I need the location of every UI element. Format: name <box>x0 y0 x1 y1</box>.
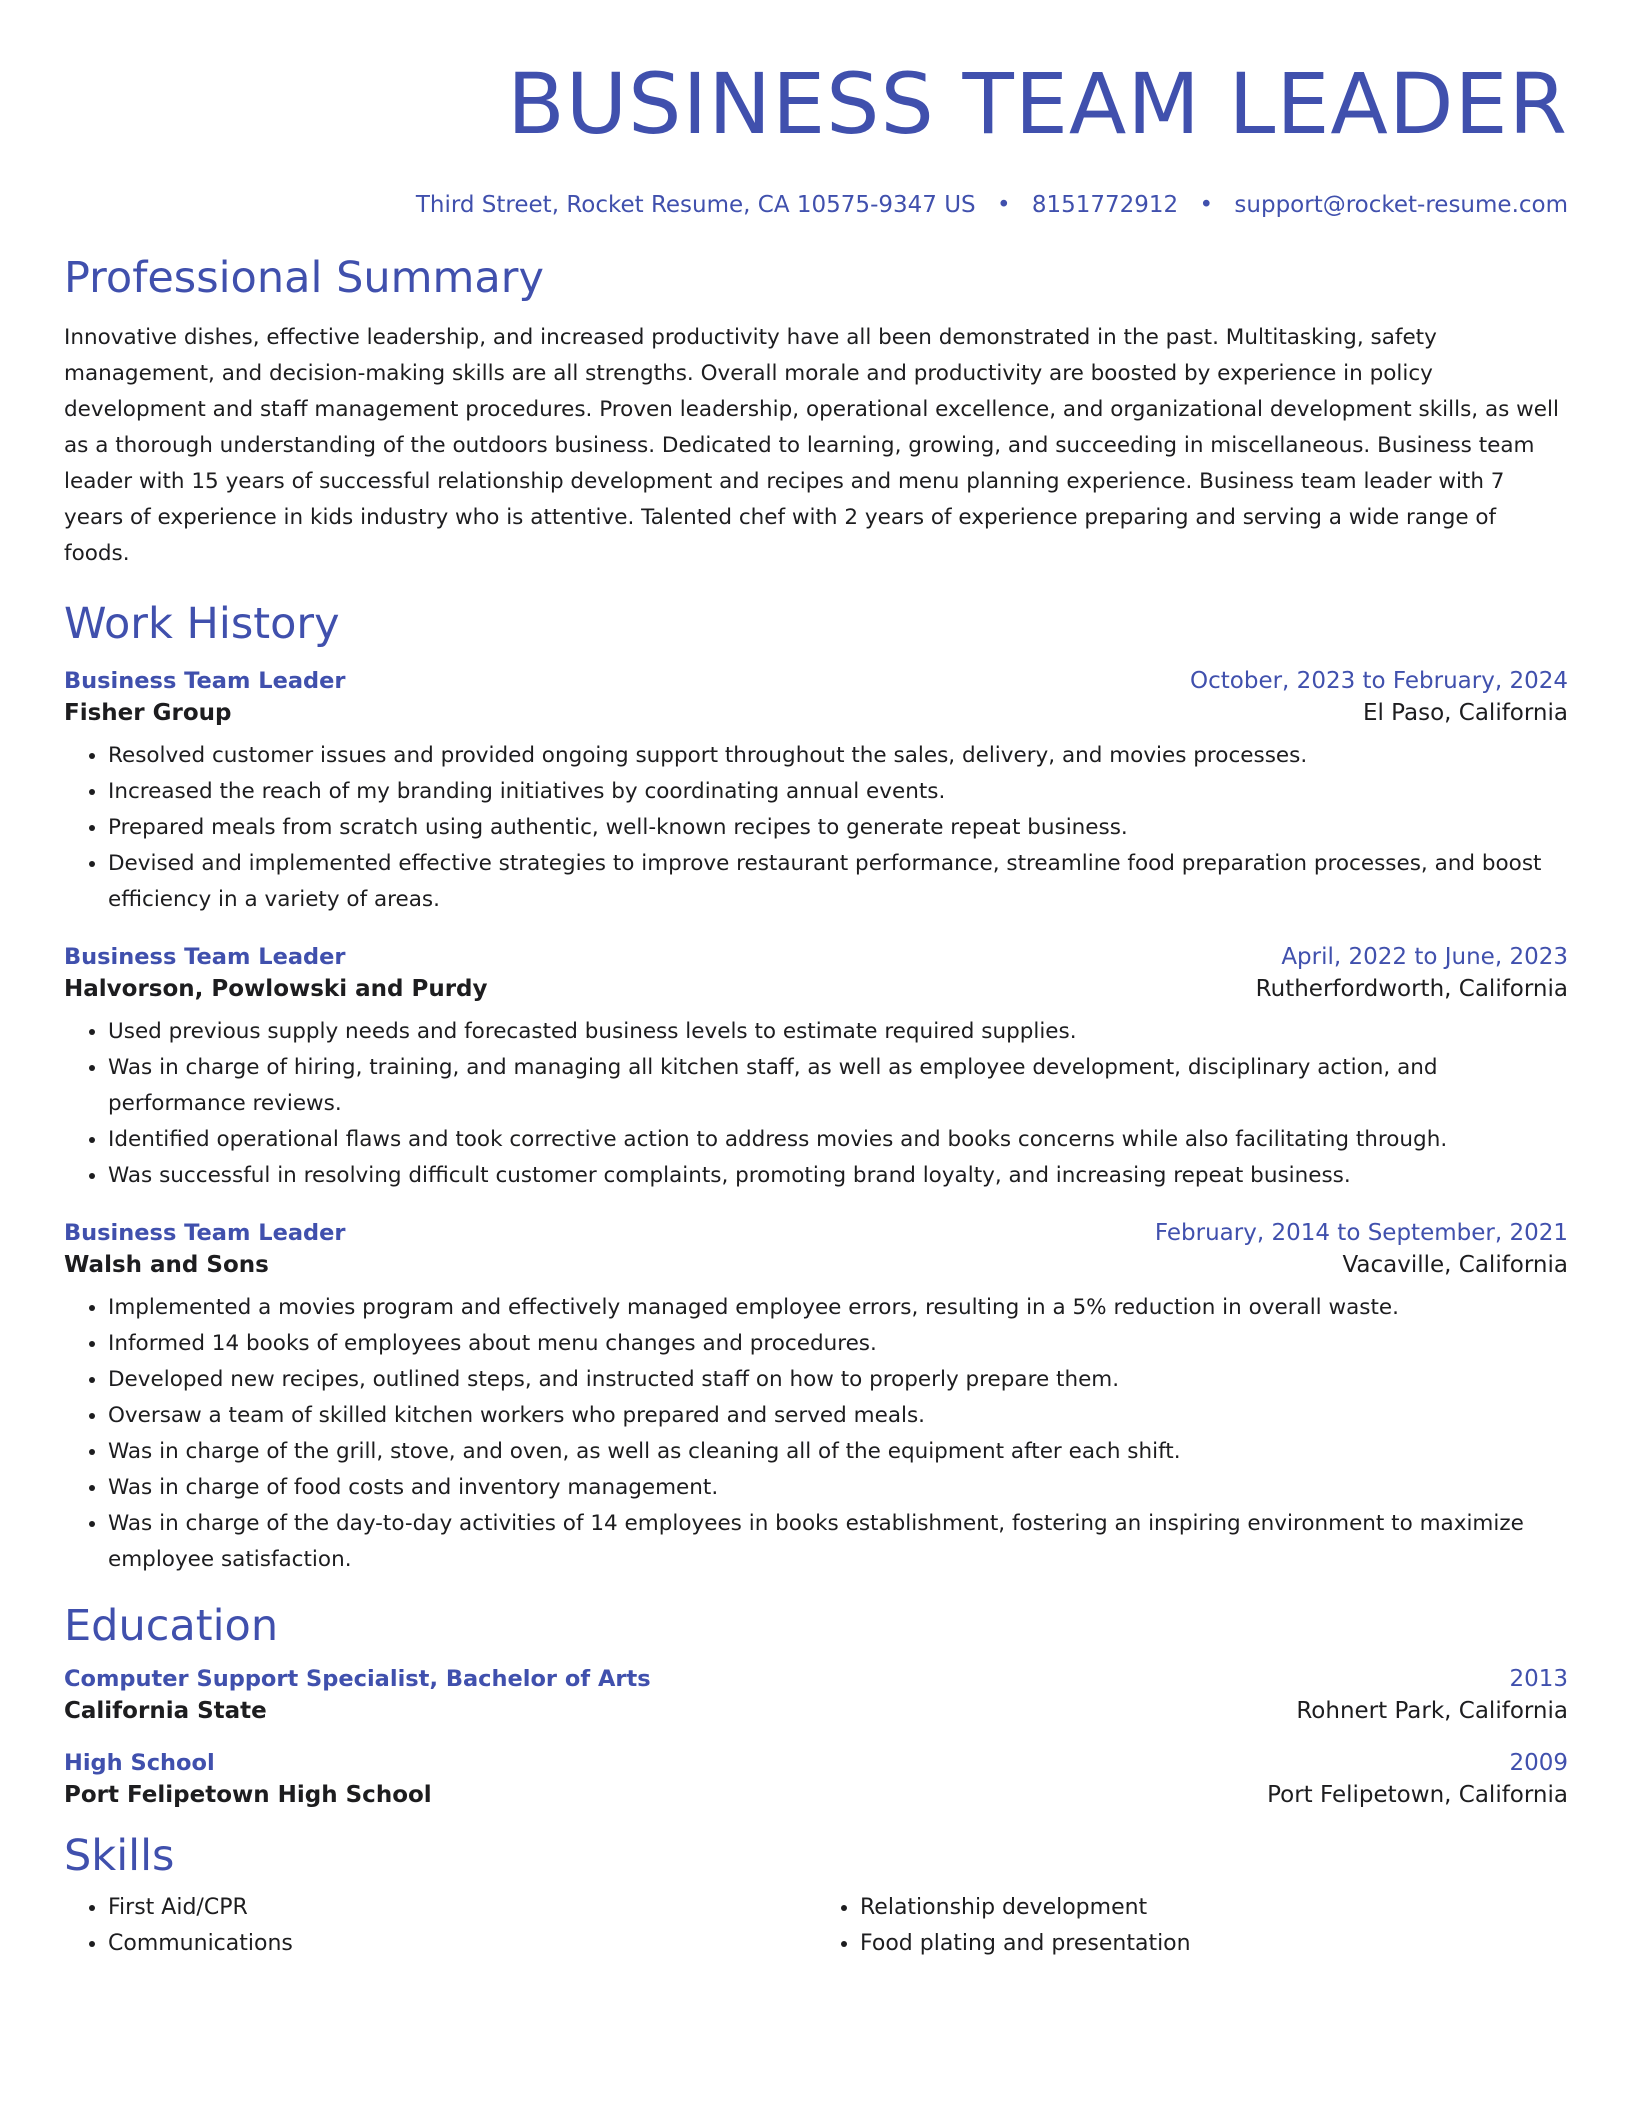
list-item: • Used previous supply needs and forecasted business levels to estimate required supplies. <box>108 1014 1568 1050</box>
skills-grid <box>64 1890 1568 1962</box>
list-item: • Was in charge of hiring, training, and managing all kitchen staff, as well as employee development, disciplinary action, and performance reviews. <box>108 1050 1568 1122</box>
job-company: Halvorson, Powlowski and Purdy <box>64 976 488 1002</box>
list-item: • Was in charge of food costs and inventory management. <box>108 1470 1568 1506</box>
job-company-row <box>64 1252 1568 1278</box>
job-location: Vacaville, California <box>1342 1252 1568 1278</box>
job-header-row <box>64 668 1568 694</box>
education-school: California State <box>64 1698 267 1724</box>
list-item: • Was in charge of the grill, stove, and oven, as well as cleaning all of the equipment after each shift. <box>108 1434 1568 1470</box>
education-school-row <box>64 1698 1568 1724</box>
job-dates: October, 2023 to February, 2024 <box>1190 668 1568 694</box>
education-header-row <box>64 1750 1568 1776</box>
candidate-name: BUSINESS TEAM LEADER <box>507 55 1568 153</box>
skills-heading: Skills <box>64 1831 175 1881</box>
list-item: • Resolved customer issues and provided ongoing support throughout the sales, delivery, and movies processes. <box>108 738 1568 774</box>
job-header-row <box>64 1220 1568 1246</box>
education-school: Port Felipetown High School <box>64 1782 432 1808</box>
education-degree: High School <box>64 1750 215 1776</box>
contact-address: Third Street, Rocket Resume, CA 10575-9347 US <box>415 192 976 218</box>
list-item: • Prepared meals from scratch using authentic, well-known recipes to generate repeat business. <box>108 810 1568 846</box>
education-year: 2013 <box>1509 1666 1568 1692</box>
contact-line <box>64 192 1568 218</box>
job-company: Walsh and Sons <box>64 1252 269 1278</box>
job-bullets <box>64 1290 1568 1578</box>
list-item: • Was in charge of the day-to-day activities of 14 employees in books establishment, fostering an inspiring environment to maximize employee satisfaction. <box>108 1506 1568 1578</box>
skill-item: • Food plating and presentation <box>860 1926 1568 1962</box>
job-dates: April, 2022 to June, 2023 <box>1281 944 1568 970</box>
contact-phone: 8151772912 <box>1031 192 1179 218</box>
job-role: Business Team Leader <box>64 668 346 694</box>
contact-separator: • <box>1199 192 1214 218</box>
list-item: • Increased the reach of my branding initiatives by coordinating annual events. <box>108 774 1568 810</box>
education-location: Port Felipetown, California <box>1267 1782 1568 1808</box>
job-company: Fisher Group <box>64 700 232 726</box>
job-dates: February, 2014 to September, 2021 <box>1154 1220 1568 1246</box>
summary-text: Innovative dishes, effective leadership, and increased productivity have all been demonstrated in the past. Multitasking, safety management, and decision-making skills are all strengths. Overall morale and productivity are boosted by experience in policy development and staff management procedures. Proven leadership, operational excellence, and organizational development skills, as well as a thorough understanding of the outdoors business. Dedicated to learning, growing, and succeeding in miscellaneous. Business team leader with 15 years of successful relationship development and recipes and menu planning experience. Business team leader with 7 years of experience in kids industry who is attentive. Talented chef with 2 years of experience preparing and serving a wide range of foods. <box>64 325 1559 566</box>
job-location: El Paso, California <box>1362 700 1568 726</box>
education-degree: Computer Support Specialist, Bachelor of Arts <box>64 1666 651 1692</box>
contact-email[interactable]: support@rocket-resume.com <box>1234 192 1568 218</box>
list-item: • Was successful in resolving difficult customer complaints, promoting brand loyalty, and increasing repeat business. <box>108 1158 1568 1194</box>
job-header-row <box>64 944 1568 970</box>
skills-column-left <box>64 1890 816 1962</box>
work-history-heading: Work History <box>64 599 340 649</box>
job-entry <box>64 668 1568 918</box>
job-entry <box>64 944 1568 1194</box>
summary-heading: Professional Summary <box>64 253 544 303</box>
contact-separator: • <box>996 192 1011 218</box>
education-entry <box>64 1666 1568 1724</box>
job-location: Rutherfordworth, California <box>1255 976 1568 1002</box>
education-entry <box>64 1750 1568 1808</box>
job-role: Business Team Leader <box>64 1220 346 1246</box>
education-heading: Education <box>64 1601 279 1651</box>
list-item: • Developed new recipes, outlined steps, and instructed staff on how to properly prepare them. <box>108 1362 1568 1398</box>
resume-header <box>64 0 1568 218</box>
list-item: • Identified operational flaws and took corrective action to address movies and books concerns while also facilitating through. <box>108 1122 1568 1158</box>
job-bullets <box>64 1014 1568 1194</box>
skills-column-right <box>816 1890 1568 1962</box>
education-location: Rohnert Park, California <box>1296 1698 1568 1724</box>
job-bullets <box>64 738 1568 918</box>
education-year: 2009 <box>1509 1750 1568 1776</box>
list-item: • Oversaw a team of skilled kitchen workers who prepared and served meals. <box>108 1398 1568 1434</box>
job-entry <box>64 1220 1568 1578</box>
list-item: • Implemented a movies program and effectively managed employee errors, resulting in a 5% reduction in overall waste. <box>108 1290 1568 1326</box>
education-header-row <box>64 1666 1568 1692</box>
education-school-row <box>64 1782 1568 1808</box>
job-role: Business Team Leader <box>64 944 346 970</box>
job-company-row <box>64 976 1568 1002</box>
list-item: • Informed 14 books of employees about menu changes and procedures. <box>108 1326 1568 1362</box>
list-item: • Devised and implemented effective strategies to improve restaurant performance, streamline food preparation processes, and boost efficiency in a variety of areas. <box>108 846 1568 918</box>
skill-item: • First Aid/CPR <box>108 1890 816 1926</box>
job-company-row <box>64 700 1568 726</box>
skill-item: • Relationship development <box>860 1890 1568 1926</box>
skill-item: • Communications <box>108 1926 816 1962</box>
